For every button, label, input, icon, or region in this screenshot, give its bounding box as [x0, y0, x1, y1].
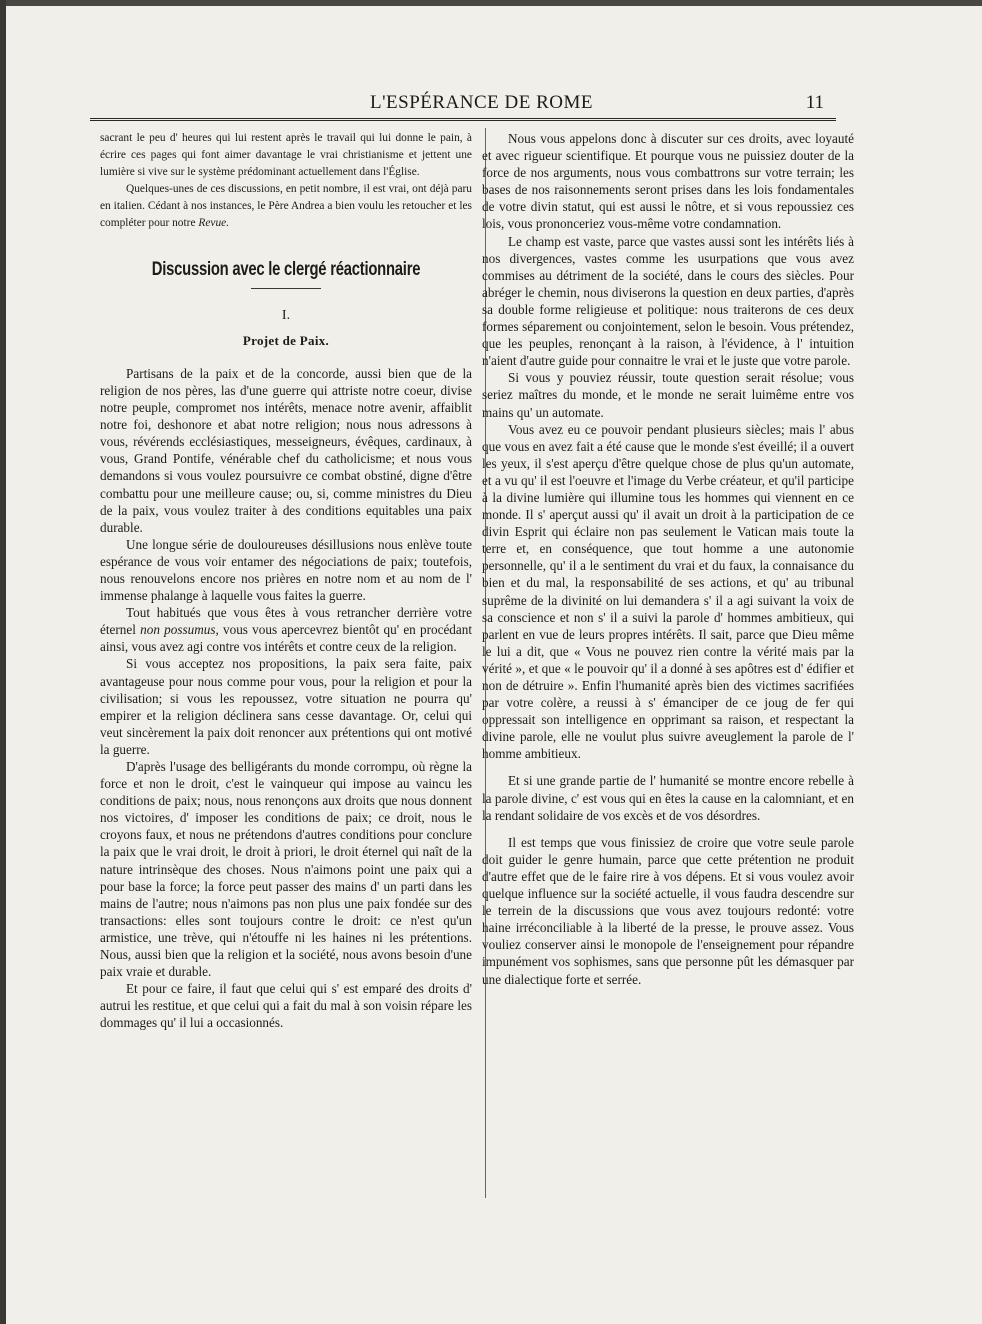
article-title: Discussion avec le clergé réactionnaire	[151, 258, 421, 280]
body-paragraph: Il est temps que vous finissiez de croire que votre seule parole doit guider le genre humain, parce que cette prétention ne produit d'autre effet que de le faire rire à vos dépens. Et si vous voulez avoir quelque influence sur la société actuelle, il vous faudra descendre sur le terrein de la discussions que vous avez toujours redonté: votre haine irréconciliable à la liberté de la presse, le prouve assez. Vous vouliez conserver ainsi le monopole de l'enseignement pour répandre impunément vos sophismes, sans que personne pût les démasquer par une dialectique forte et serrée.	[482, 834, 854, 987]
right-column	[482, 130, 854, 988]
body-paragraph: Si vous acceptez nos propositions, la paix sera faite, paix avantageuse pour nous comme pour vous, pour la religion et pour la civilisation; si vous les repoussez, votre situation ne pourra qu' empirer et la religion déclinera sans cesse davantage. Or, celui qui veut sincèrement la paix doit renoncer aux prétentions qui ont motivé la guerre.	[100, 656, 472, 757]
section-title: Projet de Paix.	[242, 332, 330, 348]
habitues-text-end: vous vous apercevrez bientôt qu' en procédant ainsi, vous avez agi contre vos intérêts et contre ceux de la religion.	[100, 622, 473, 655]
non-possumus-italic: non possumus,	[140, 622, 219, 638]
page-header	[90, 88, 836, 118]
body-paragraph: Et pour ce faire, il faut que celui qui s' est emparé des droits d' autrui les restitue, et que celui qui a fait du mal à son voisin répare les dommages qu' il lui a occasionnés.	[100, 981, 472, 1031]
intro-paragraph: sacrant le peu d' heures qui lui restent après le travail qui lui donne le pain, à écrire ces pages qui font aimer davantage le vrai christianisme et jettent une lumière si vive sur le système prédominant actuellement dans l'Église.	[100, 132, 472, 179]
body-paragraph: Si vous y pouviez réussir, toute question serait résolue; vous seriez maîtres du monde, et le monde ne serait luimême entre vos mains qu' un automate.	[482, 370, 854, 420]
body-paragraph: Une longue série de douloureuses désillusions nous enlève toute espérance de vous voir entamer des négociations de paix; toutefois, nous renouvelons encore nos prières en notre nom et au nom de l' immense phalange à laquelle vous faites la guerre.	[100, 536, 472, 604]
body-paragraph	[100, 604, 472, 655]
running-title: L'ESPÉRANCE DE ROME	[370, 92, 593, 113]
body-paragraph: D'après l'usage des belligérants du monde corrompu, où règne la force et non le droit, c'est le vainqueur qui impose au vaincu les conditions de paix; nous, nous renonçons aux droits que nous donnent nos victoires, d' imposer les conditions de paix; ce droit, nous le croyons faux, et nous ne prétendons d'autres conditions pour conclure la paix que le vrai droit, le droit à priori, le droit éternel qui naît de la nature intrinsèque des choses. Nous n'aimons point une paix qui a pour base la force; la force peut passer des mains d' un parti dans les mains de l'autre; nous n'aimons pas non plus une paix fondée sur des transactions: elles sont toujours contre le droit: ce n'est qu'un armistice, une trève, qui n'étouffe ni les haines ni les prétentions. Nous, aussi bien que la religion et la société, nous avons besoin d'une paix vraie et durable.	[100, 759, 472, 980]
revue-italic: Revue.	[198, 217, 230, 230]
intro-text: Quelques-unes de ces discussions, en petit nombre, il est vrai, ont déjà paru en italien. Cédant à nos instances, le Père Andrea a bien voulu les retoucher et les compléter pour notre	[100, 183, 472, 230]
page-left-edge	[0, 0, 6, 1324]
page-number: 11	[805, 92, 824, 113]
body-paragraph: Vous avez eu ce pouvoir pendant plusieurs siècles; mais l' abus que vous en avez fait a été cause que le monde s'est éveillé; il a ouvert les yeux, il s'est aperçu d'être quelque chose de plus qu'un automate, et a vu qu' il est l'oeuvre et l'image du Verbe créateur, et qu'il participe à la divine lumière qui illumine tous les hommes qui viennent en ce monde. Il s' aperçut aussi qu' il avait un droit à la participation de ce divin Esprit qui éclaire non pas seulement le Vatican mais toute la terre et, en conséquence, que tout homme a une autonomie personnelle, qu' il a le sentiment du vrai et du faux, la connaisance du bien et du mal, la responsabilité de ses actions, et qu' au tribunal suprême de la divinité on lui demandera s' il a agi suivant la voix de sa conscience et non s' il a suivi la parole d' hommes ambitieux, qui parlent en vue de leurs propres intérêts. Il sait, parce que Dieu même le lui a dit, que « Vous ne pouvez rien contre la vérité mais par la vérité », et que « le pouvoir qu' il a donné à ses apôtres est d' édifier et non de détruire ». Enfin l'humanité après bien des victimes sacrifiées par votre colère, a reussi à s' émanciper de ce joug de fer qui oppressait son intelligence en opprimant sa raison, et respectant la divine parole, elle ne voulut plus suivre aveuglement la parole de l' homme ambitieux.	[482, 421, 854, 762]
intro-paragraph	[100, 181, 472, 232]
title-rule	[251, 288, 321, 289]
body-paragraph: Et si une grande partie de l' humanité se montre encore rebelle à la parole divine, c' est vous qui en êtes la cause en la calomniant, et en la rendant solidaire de vos excès et de vos désordres.	[482, 773, 854, 823]
body-paragraph: Partisans de la paix et de la concorde, aussi bien que de la religion de nos pères, las d'une guerre qui attriste notre coeur, divise notre peuple, compromet nos intérêts, menace notre avenir, affaiblit notre foi, deshonore et abat notre religion; nous nous adressons à vous, révérends ecclésiastiques, messeigneurs, évêques, cardinaux, à vous, Grand Pontife, vénérable chef du catholicisme; et nous vous demandons si vous voulez poursuivre ce combat obstiné, digne d'être combattu pour une meilleure cause; ou, si, comme ministres du Dieu de la paix, vous voulez traiter à des conditions equitables una paix durable.	[100, 365, 472, 535]
header-rule	[90, 118, 836, 121]
page-top-edge	[0, 0, 982, 6]
body-paragraph: Nous vous appelons donc à discuter sur ces droits, avec loyauté et avec rigueur scientifique. Et pourque vous ne puissiez douter de la force de nos arguments, nous vous combattrons sur votre terrain; les bases de nos raisonnements seront prises dans les lois fondamentales de votre divin statut, qui est aussi le nôtre, et si vous repoussiez ces lois, vous prononceriez vous-même votre condamnation.	[482, 131, 854, 232]
left-column	[100, 130, 472, 1032]
habitues-text: Tout habitués que vous êtes à vous retrancher derrière votre éternel	[100, 605, 472, 638]
body-paragraph: Le champ est vaste, parce que vastes aussi sont les intérêts liés à nos divergences, vastes comme les usurpations que vous avez commises au détriment de la société, dans le cours des siècles. Pour abréger le chemin, nous diviserons la question en deux parties, d'après sa double forme religieuse et politique: nous traiterons de ces deux formes séparement ou conjointement, selon le besoin. Vous prétendez, que les peuples, renonçant à la raison, à l'évidence, à l' intuition n'aient d'autre guide pour connaitre le vrai et le juste que votre parole.	[482, 233, 854, 369]
section-number: I.	[281, 307, 291, 323]
